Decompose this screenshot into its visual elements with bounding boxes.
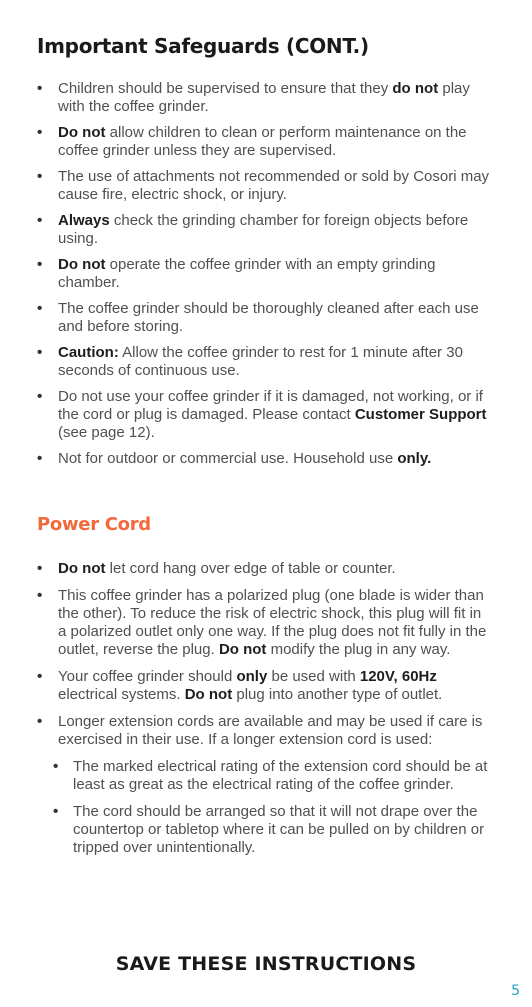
safeguards-list xyxy=(37,80,492,476)
list-item xyxy=(37,300,492,336)
bold-text: Do not xyxy=(184,686,233,703)
text: electrical systems. xyxy=(58,686,185,703)
bold-text: only. xyxy=(397,450,432,467)
sub-list xyxy=(53,758,492,857)
footer-save-instructions: SAVE THESE INSTRUCTIONS xyxy=(115,953,417,975)
sub-list-item: • The cord should be arranged so that it will not drape over the countertop or tabletop where it can be pulled on by children or tripped over unintentionally. xyxy=(53,803,492,857)
page-title: Important Safeguards (CONT.) xyxy=(37,34,369,58)
bold-text: Always xyxy=(58,212,110,229)
bold-text: 120V, 60Hz xyxy=(359,668,437,685)
list-item xyxy=(37,80,492,116)
section-title-power-cord: Power Cord xyxy=(37,514,151,535)
list-item xyxy=(37,560,492,578)
bold-text: Do not xyxy=(58,124,106,141)
sub-list-item: • The marked electrical rating of the extension cord should be at least as great as the electrical rating of the coffee grinder. xyxy=(53,758,492,794)
text: (see page 12). xyxy=(58,424,155,441)
text: The use of attachments not recommended or sold by Cosori may cause fire, electric shock, or injury. xyxy=(58,168,490,203)
bold-text: Caution: xyxy=(58,344,119,361)
list-item xyxy=(37,388,492,442)
list-item xyxy=(37,344,492,380)
text: Longer extension cords are available and may be used if care is exercised in their use. If a longer extension cord is used: xyxy=(58,713,483,748)
power-cord-list xyxy=(37,560,492,866)
text: This coffee grinder has a polarized plug (one blade is wider than the other). To reduce the risk of electric shock, this plug will fit in a polarized outlet only one way. If the plug does not fit fully in the outlet, reverse the plug. xyxy=(58,587,487,658)
bold-text: Customer Support xyxy=(354,406,487,423)
bold-text: do not xyxy=(392,80,439,97)
bold-text: Do not xyxy=(58,560,106,577)
list-item xyxy=(37,124,492,160)
bold-text: Do not xyxy=(58,256,106,273)
text: The coffee grinder should be thoroughly cleaned after each use and before storing. xyxy=(58,300,479,335)
text: be used with xyxy=(267,668,360,685)
list-item xyxy=(37,668,492,704)
list-item xyxy=(37,450,492,468)
text: Allow the coffee grinder to rest for 1 minute after 30 seconds of continuous use. xyxy=(58,344,463,379)
list-item xyxy=(37,212,492,248)
list-item xyxy=(37,168,492,204)
text: operate the coffee grinder with an empty grinding chamber. xyxy=(58,256,436,291)
bold-text: only xyxy=(236,668,268,685)
text: plug into another type of outlet. xyxy=(232,686,443,703)
page-number: 5 xyxy=(511,983,520,999)
text: Your coffee grinder should xyxy=(58,668,237,685)
list-item xyxy=(37,713,492,857)
text: Children should be supervised to ensure that they xyxy=(58,80,393,97)
text: modify the plug in any way. xyxy=(266,641,451,658)
text: let cord hang over edge of table or counter. xyxy=(105,560,396,577)
text: Not for outdoor or commercial use. Household use xyxy=(58,450,398,467)
bold-text: Do not xyxy=(218,641,267,658)
text: allow children to clean or perform maintenance on the coffee grinder unless they are supervised. xyxy=(58,124,467,159)
text: check the grinding chamber for foreign objects before using. xyxy=(58,212,469,247)
list-item xyxy=(37,587,492,659)
list-item xyxy=(37,256,492,292)
text: play with the coffee grinder. xyxy=(58,80,470,115)
text: Do not use your coffee grinder if it is damaged, not working, or if the cord or plug is damaged. Please contact xyxy=(58,388,483,423)
